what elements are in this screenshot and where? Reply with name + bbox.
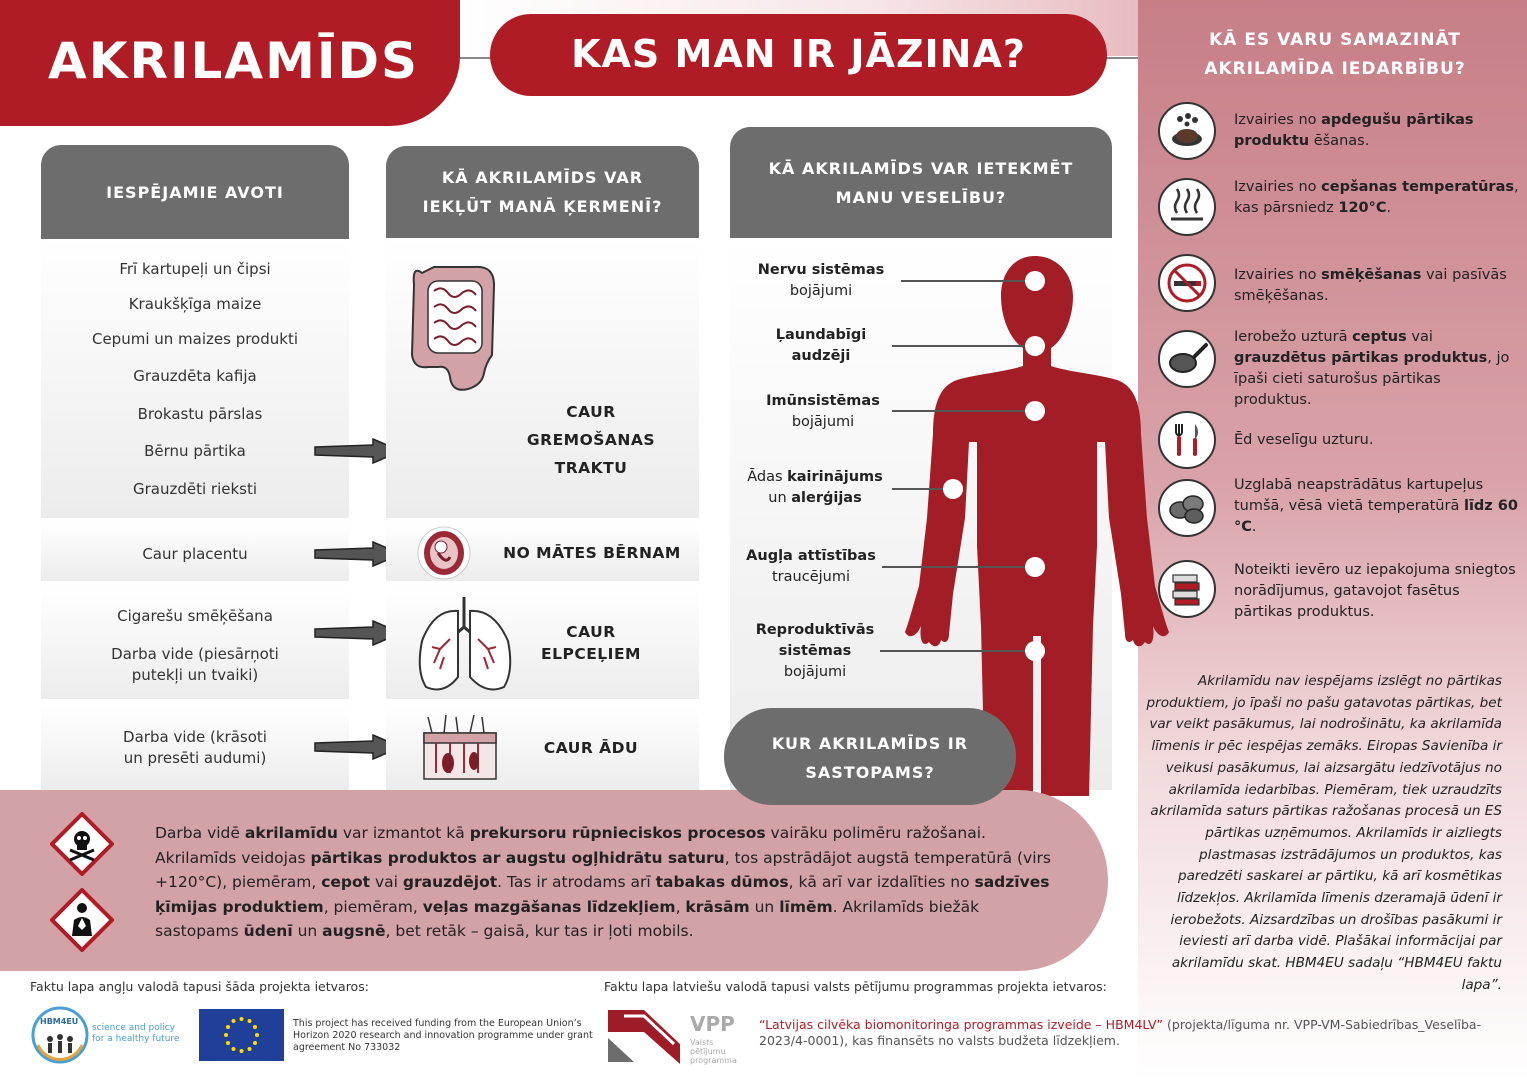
skin-dot <box>943 479 963 499</box>
text-bold: cepot <box>321 873 371 891</box>
occurrence-text <box>155 821 1055 944</box>
tip-text-part: , kas pārsniedz <box>1234 179 1519 216</box>
health-nerve-rest: bojājumi <box>789 283 853 299</box>
health-skin-bold2: alerģijas <box>791 490 862 506</box>
source-item: Cepumi un maizes produkti <box>91 330 298 348</box>
text-bold: veļas mazgāšanas līdzekļiem <box>422 897 676 916</box>
entry-header-line1: KĀ AKRILAMĪDS VAR <box>441 168 644 187</box>
tumor-dot <box>1025 336 1045 356</box>
eu-funding-text: This project has received funding from the European Union’s Horizon 2020 research and innovation programme under grant agreement No 733032 <box>293 1018 593 1053</box>
sources-header: IESPĒJAMIE AVOTI <box>41 145 349 239</box>
text-part: , bet retāk – gaisā, kur tas ir ļoti mobils. <box>385 922 694 940</box>
eu-flag <box>199 1009 284 1061</box>
source-work-fabric-line2: un presēti audumi) <box>123 749 267 767</box>
health-skin-pre2: un <box>768 490 792 506</box>
repro-dot <box>1025 641 1045 661</box>
source-item: Grauzdēta kafija <box>133 367 257 385</box>
health-immune <box>754 391 892 433</box>
tip-text-part: . <box>1251 519 1257 535</box>
text-bold: prekursoru rūpnieciskos procesos <box>469 824 766 842</box>
text-part: , kā arī var izdalīties no <box>788 873 975 891</box>
health-fetal <box>740 546 882 588</box>
route-mother: NO MĀTES BĒRNAM <box>503 544 681 562</box>
route-skin: CAUR ĀDU <box>543 739 639 757</box>
health-fetal-rest: traucējumi <box>772 569 850 585</box>
vpp-logo-icon <box>604 1004 684 1068</box>
text-part: , piemēram, <box>323 897 423 916</box>
vpp-project-rest: (projekta/līguma nr. VPP-VM-Sabiedrības_Veselība-2023/4-0001), kas finansēts no valsts budžeta līdzekļiem. <box>759 1017 1482 1048</box>
health-repro-rest: bojājumi <box>783 664 847 680</box>
health-header <box>730 127 1112 238</box>
tip-text-part: vai pasīvās smēķēšanas. <box>1234 267 1507 304</box>
text-bold: grauzdējot <box>402 873 498 891</box>
tip-burnt-food <box>1234 110 1519 152</box>
vpp-logo-text: VPP <box>690 1012 735 1036</box>
vpp-logo <box>604 1004 754 1068</box>
text-part: un <box>749 897 780 916</box>
tip-text-part: Ēd veselīgu uzturu. <box>1234 432 1374 448</box>
text-bold: līmēm <box>779 897 833 916</box>
eu-stars-icon <box>199 1009 284 1061</box>
hbm4eu-tagline: science and policy for a healthy future <box>92 1023 180 1044</box>
tip-text-part: Noteikti ievēro uz iepakojuma sniegtos norādījumus, gatavojot fasētus pārtikas produktus. <box>1234 562 1516 620</box>
health-nerve-bold: Nervu sistēmas <box>757 262 885 278</box>
tip-package <box>1234 560 1519 623</box>
health-skin-pre: Ādas <box>747 469 788 485</box>
text-part: . Akrilamīds biežāk sastopams <box>155 897 980 940</box>
english-source-label: Faktu lapa angļu valodā tapusi šāda projekta ietvaros: <box>30 979 369 994</box>
tip-text-bold: līdz 60 °C <box>1234 498 1518 535</box>
hbm4eu-logo-icon <box>30 1005 90 1065</box>
health-connector <box>901 280 1031 282</box>
health-repro-line1: Reproduktīvās <box>755 622 875 638</box>
source-smoking: Cigarešu smēķēšana <box>117 607 273 625</box>
health-hazard-icon <box>50 888 114 952</box>
page-question: KAS MAN IR JĀZINA? <box>571 32 1026 76</box>
source-work-dust-line2: putekļi un tvaiki) <box>131 666 259 684</box>
route-digestive-line1: CAUR <box>566 403 616 421</box>
health-connector <box>892 345 1032 347</box>
eu-measures-note: Akrilamīdu nav iespējams izslēgt no pārtikas produktiem, jo īpaši no pašu gatavotas pārtikas, bet var veikt pasākumus, lai nodrošinātu, ka akrilamīda līmenis ir pēc iespējas zemāks. Eiropas Savienība ir veikusi pasākumus, lai aizsargātu iedzīvotājus no akrilamīda iedarbības. Piemēram, tiek uzraudzīts akrilamīda saturs pārtikas ražošanas procesā un ES pārtikas uzņēmumos. Akrilamīds ir aizliegts plastmasas izstrādājumos un produktos, kas paredzēti saskarei ar pārtiku, kā arī kosmētikas līdzekļos. Akrilamīda līmenis dzeramajā ūdenī ir ierobežots. Aizsardzības un drošības pasākumi ir ieviesti arī darba vidē. Plašākai informācijai par akrilamīdu skat. HBM4EU sadaļu “HBM4EU faktu lapa”. <box>1146 673 1502 993</box>
source-item: Brokastu pārslas <box>137 405 263 423</box>
text-part: Darba vidē <box>155 824 245 842</box>
health-fetal-bold: Augļa attīstības <box>746 548 876 564</box>
vpp-project-text <box>759 1017 1499 1049</box>
health-repro <box>744 620 886 683</box>
where-title-line2: SASTOPAMS? <box>805 763 935 782</box>
fetal-dot <box>1025 557 1045 577</box>
tip-text-part: Ierobežo uzturā <box>1234 329 1353 345</box>
text-part: var izmantot kā <box>337 824 470 842</box>
burnt-food-icon <box>1158 102 1216 160</box>
health-immune-rest: bojājumi <box>791 414 855 430</box>
health-skin <box>740 467 890 509</box>
fetus-icon <box>416 525 472 581</box>
tip-text-bold: grauzdētus pārtikas produktus <box>1234 350 1488 366</box>
vpp-project-name: “Latvijas cilvēka biomonitoringa programmas izveide – HBM4LV” <box>759 1017 1164 1032</box>
reduce-title-line2: AKRILAMĪDA IEDARBĪBU? <box>1204 59 1466 79</box>
tip-potatoes <box>1234 475 1519 538</box>
latvian-source-label: Faktu lapa latviešu valodā tapusi valsts pētījumu programmas projekta ietvaros: <box>604 979 1107 994</box>
tip-text-bold: ceptus <box>1352 329 1407 345</box>
route-airways <box>496 621 686 665</box>
reduce-title-line1: KĀ ES VARU SAMAZINĀT <box>1209 30 1461 50</box>
health-tumor-line1: Ļaundabīgi <box>775 327 867 343</box>
health-skin-bold: kairinājums <box>787 469 883 485</box>
skin-layers-icon <box>422 713 498 783</box>
health-tumor <box>752 325 890 367</box>
text-bold: ūdenī <box>243 922 293 940</box>
source-placenta: Caur placentu <box>142 545 248 563</box>
text-bold: krāsām <box>685 897 750 916</box>
tip-text-bold: apdegušu pārtikas produktu <box>1234 112 1474 149</box>
health-repro-line2: sistēmas <box>778 643 852 659</box>
source-item: Grauzdēti rieksti <box>132 480 258 498</box>
entry-header-line2: IEKĻŪT MANĀ ĶERMENĪ? <box>422 197 663 216</box>
text-bold: sadzīves ķīmijas produktiem <box>155 873 1050 916</box>
text-part: vairāku polimēru ražošanai. Akrilamīds veidojas <box>155 824 986 867</box>
health-immune-bold: Imūnsistēmas <box>766 393 880 409</box>
tip-text-part: vai <box>1406 329 1433 345</box>
tip-text-bold: cepšanas temperatūras <box>1321 179 1514 195</box>
health-connector <box>892 410 1032 412</box>
vpp-logo-sub: Valsts pētījumu programma <box>690 1038 737 1065</box>
immune-dot <box>1025 401 1045 421</box>
text-part: . Tas ir atrodams arī <box>497 873 656 891</box>
nerve-dot <box>1025 271 1045 291</box>
hbm4eu-logo-text: HBM4EU <box>40 1017 79 1026</box>
source-work-fabric-line1: Darba vide (krāsoti <box>123 728 267 746</box>
source-work-fabric <box>41 727 349 769</box>
text-bold: augsnē <box>322 922 386 940</box>
route-airways-line1: CAUR <box>566 623 616 641</box>
text-part: un <box>292 922 323 940</box>
text-part: , tos apstrādājot augstā temperatūrā (virs +120°C), piemēram, <box>155 848 1051 891</box>
route-digestive <box>496 398 686 482</box>
tip-text-part: Uzglabā neapstrādātus kartupeļus tumšā, vēsā vietā temperatūrā <box>1234 477 1484 514</box>
text-part: vai <box>370 873 403 891</box>
where-title-line1: KUR AKRILAMĪDS IR <box>771 734 969 753</box>
tip-text-bold: smēķēšanas <box>1321 267 1422 283</box>
health-header-line1: KĀ AKRILAMĪDS VAR IETEKMĒT <box>768 158 1074 178</box>
text-part: , <box>675 897 686 916</box>
route-airways-line2: ELPCEĻIEM <box>541 645 641 663</box>
tip-no-smoking <box>1234 265 1519 307</box>
source-item: Bērnu pārtika <box>144 442 246 460</box>
source-item: Frī kartupeļi un čipsi <box>119 260 271 278</box>
route-digestive-line2: GREMOŠANAS <box>526 431 656 449</box>
source-item: Kraukšķīga maize <box>128 295 262 313</box>
tip-text-part: Izvairies no <box>1234 267 1322 283</box>
tip-text-bold: 120°C <box>1338 200 1387 216</box>
where-title <box>724 729 1016 787</box>
text-bold: tabakas dūmos <box>655 873 789 891</box>
text-bold: pārtikas produktos ar augstu ogļhidrātu saturu <box>310 848 725 867</box>
source-work-dust <box>41 644 349 686</box>
tip-text-part: Izvairies no <box>1234 112 1322 128</box>
intestine-icon <box>404 255 502 405</box>
health-connector <box>882 566 1032 568</box>
tip-frying <box>1234 327 1519 411</box>
source-work-dust-line1: Darba vide (piesārņoti <box>111 645 279 663</box>
health-connector <box>880 650 1032 652</box>
toxic-hazard-icon <box>50 812 114 876</box>
tip-text-part: . <box>1386 200 1392 216</box>
reduce-title <box>1150 26 1520 84</box>
health-tumor-line2: audzēji <box>791 348 851 364</box>
tip-text-part: Izvairies no <box>1234 179 1322 195</box>
tip-heat <box>1234 177 1519 219</box>
text-bold: akrilamīdu <box>244 824 338 842</box>
heat-icon <box>1158 178 1216 236</box>
health-nerve <box>752 260 890 302</box>
tip-healthy-diet <box>1234 430 1519 451</box>
tip-text-part: , jo īpaši cieti saturošus pārtikas produktus. <box>1234 350 1510 408</box>
route-digestive-line3: TRAKTU <box>554 459 628 477</box>
tip-text-part: ēšanas. <box>1309 133 1370 149</box>
hbm4eu-logo <box>30 1005 190 1065</box>
page-title: AKRILAMĪDS <box>48 32 419 90</box>
health-header-line2: MANU VESELĪBU? <box>835 187 1007 207</box>
entry-header <box>386 146 699 238</box>
